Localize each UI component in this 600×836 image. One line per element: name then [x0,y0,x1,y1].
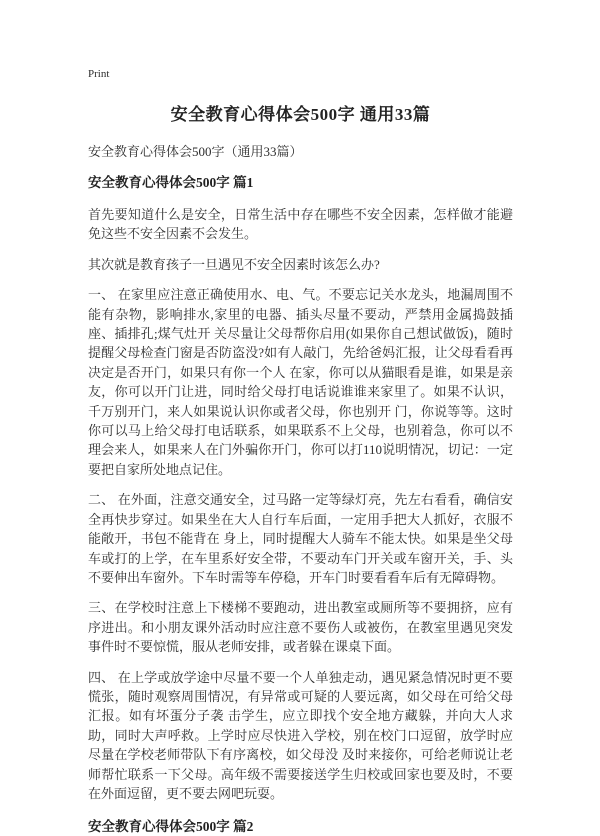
paragraph-point-4: 四、 在上学或放学途中尽量不要一个人单独走动，遇见紧急情况时更不要慌张，随时观察周围情况，有异常或可疑的人要远离，如父母在可给父母汇报。如有坏蛋分子袭 击学生，应立即找个安全地方藏躲，并向大人求助，同时大声呼救。上学时应尽快进入学校，别在校门口逗留，放学时应尽量在学校老师带队下有序离校，如父母没 及时来接你，可给老师说让老师帮忙联系一下父母。高年级不需要接送学生归校或回家也要及时，不要在外面逗留，更不要去网吧玩耍。 [88,669,513,801]
doc-subtitle: 安全教育心得体会500字（通用33篇） [88,144,303,159]
section-heading-part1: 安全教育心得体会500字 篇1 [88,175,254,190]
page-title: 安全教育心得体会500字 通用33篇 [170,105,431,124]
paragraph-point-1: 一、 在家里应注意正确使用水、电、气。不要忘记关水龙头，地漏周围不能有杂物，影响排水,家里的电器、插头尽量不要动，严禁用金属捣鼓插座、插排孔;煤气灶开 关尽量让父母帮你启用(如果你自己想试做饭)，随时提醒父母检查门窗是否防盗没?如有人敲门，先给爸妈汇报，让父母看看再决定是否开门，如果只有你一个人 在家，你可以从猫眼看是谁，如果是亲友，你可以开门让进，同时给父母打电话说谁谁来家里了。如果不认识，千万别开门，来人如果说认识你或者父母，你也别开 门，你说等等。这时你可以马上给父母打电话联系，如果联系不上父母，也别着急，你可以不理会来人，如果来人在门外骗你开门，你可以打110说明情况，切记：一定要把自家所处地点记住。 [88,287,513,477]
paragraph-intro-2: 其次就是教育孩子一旦遇见不安全因素时该怎么办? [88,256,380,272]
paragraph-point-3: 三、在学校时注意上下楼梯不要跑动，进出教室或厕所等不要拥挤，应有序进出。和小朋友课外活动时应注意不要伤人或被伤，在教室里遇见突发事件时不要惊慌，服从老师安排，或者躲在课桌下面。 [88,600,513,655]
paragraph-point-2: 二、 在外面，注意交通安全，过马路一定等绿灯亮，先左右看看，确信安全再快步穿过。如果坐在大人自行车后面，一定用手把大人抓好，衣服不能敞开，书包不能背在 身上，同时提醒大人骑车不能太快。如果是坐父母车或打的上学，在车里系好安全带，不要动车门开关或车窗开关，手、头不要伸出车窗外。下车时需等车停稳，开车门时要看看车后有无障碍物。 [88,492,513,585]
print-button[interactable]: Print [88,68,110,80]
paragraph-intro-1: 首先要知道什么是安全，日常生活中存在哪些不安全因素，怎样做才能避免这些不安全因素不会发生。 [88,207,513,242]
section-heading-part2: 安全教育心得体会500字 篇2 [88,819,254,835]
